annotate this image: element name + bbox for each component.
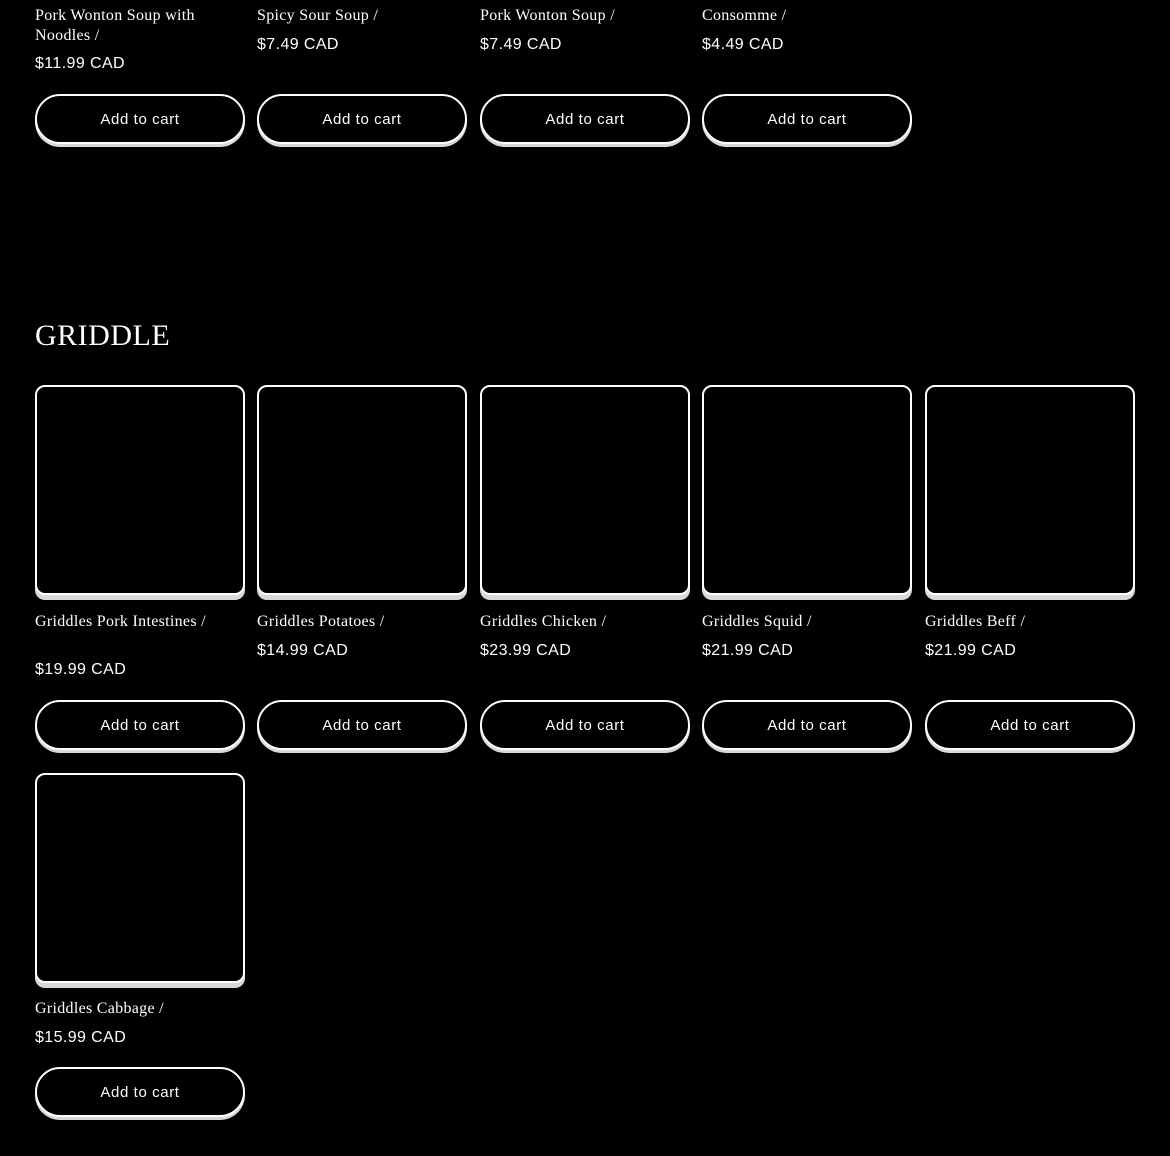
product-image[interactable]	[925, 385, 1135, 595]
product-image[interactable]	[35, 385, 245, 595]
product-card	[925, 385, 1135, 734]
product-title-link[interactable]: Griddles Chicken /	[480, 613, 607, 630]
product-card	[480, 385, 690, 734]
product-card	[480, 6, 690, 128]
product-title-link[interactable]: Griddles Potatoes /	[257, 613, 385, 630]
add-to-cart-button[interactable]: Add to cart	[35, 700, 245, 750]
product-image[interactable]	[480, 385, 690, 595]
add-to-cart-button[interactable]: Add to cart	[925, 700, 1135, 750]
product-title-link[interactable]: Griddles Cabbage /	[35, 1000, 164, 1017]
add-to-cart-button[interactable]: Add to cart	[480, 700, 690, 750]
product-title-link[interactable]: Griddles Pork Intestines /	[35, 613, 206, 630]
product-card	[257, 6, 467, 128]
add-to-cart-button[interactable]: Add to cart	[480, 94, 690, 144]
product-title-link[interactable]: Griddles Beff /	[925, 613, 1026, 630]
product-price: $7.49 CAD	[257, 36, 339, 53]
product-price: $21.99 CAD	[925, 642, 1017, 659]
product-price: $19.99 CAD	[35, 661, 127, 678]
add-to-cart-button[interactable]: Add to cart	[257, 700, 467, 750]
product-card	[257, 385, 467, 734]
add-to-cart-button[interactable]: Add to cart	[35, 1067, 245, 1117]
add-to-cart-button[interactable]: Add to cart	[702, 94, 912, 144]
product-title-link[interactable]: Pork Wonton Soup /	[480, 7, 615, 24]
product-card	[702, 6, 912, 128]
product-card	[702, 385, 912, 734]
product-title-link[interactable]: Pork Wonton Soup with Noodles /	[35, 7, 195, 44]
product-card	[35, 773, 245, 1101]
product-price: $14.99 CAD	[257, 642, 349, 659]
product-price: $7.49 CAD	[480, 36, 562, 53]
product-image[interactable]	[702, 385, 912, 595]
product-price: $4.49 CAD	[702, 36, 784, 53]
product-title-link[interactable]: Consomme /	[702, 7, 787, 24]
product-price: $15.99 CAD	[35, 1029, 127, 1046]
product-title-link[interactable]: Spicy Sour Soup /	[257, 7, 379, 24]
product-price: $11.99 CAD	[35, 55, 125, 72]
product-price: $23.99 CAD	[480, 642, 572, 659]
product-card	[35, 385, 245, 734]
product-image[interactable]	[257, 385, 467, 595]
product-title-link[interactable]: Griddles Squid /	[702, 613, 812, 630]
add-to-cart-button[interactable]: Add to cart	[702, 700, 912, 750]
product-card	[35, 6, 245, 128]
add-to-cart-button[interactable]: Add to cart	[257, 94, 467, 144]
section-heading-griddle: GRIDDLE	[35, 319, 171, 352]
product-price: $21.99 CAD	[702, 642, 794, 659]
product-image[interactable]	[35, 773, 245, 983]
add-to-cart-button[interactable]: Add to cart	[35, 94, 245, 144]
